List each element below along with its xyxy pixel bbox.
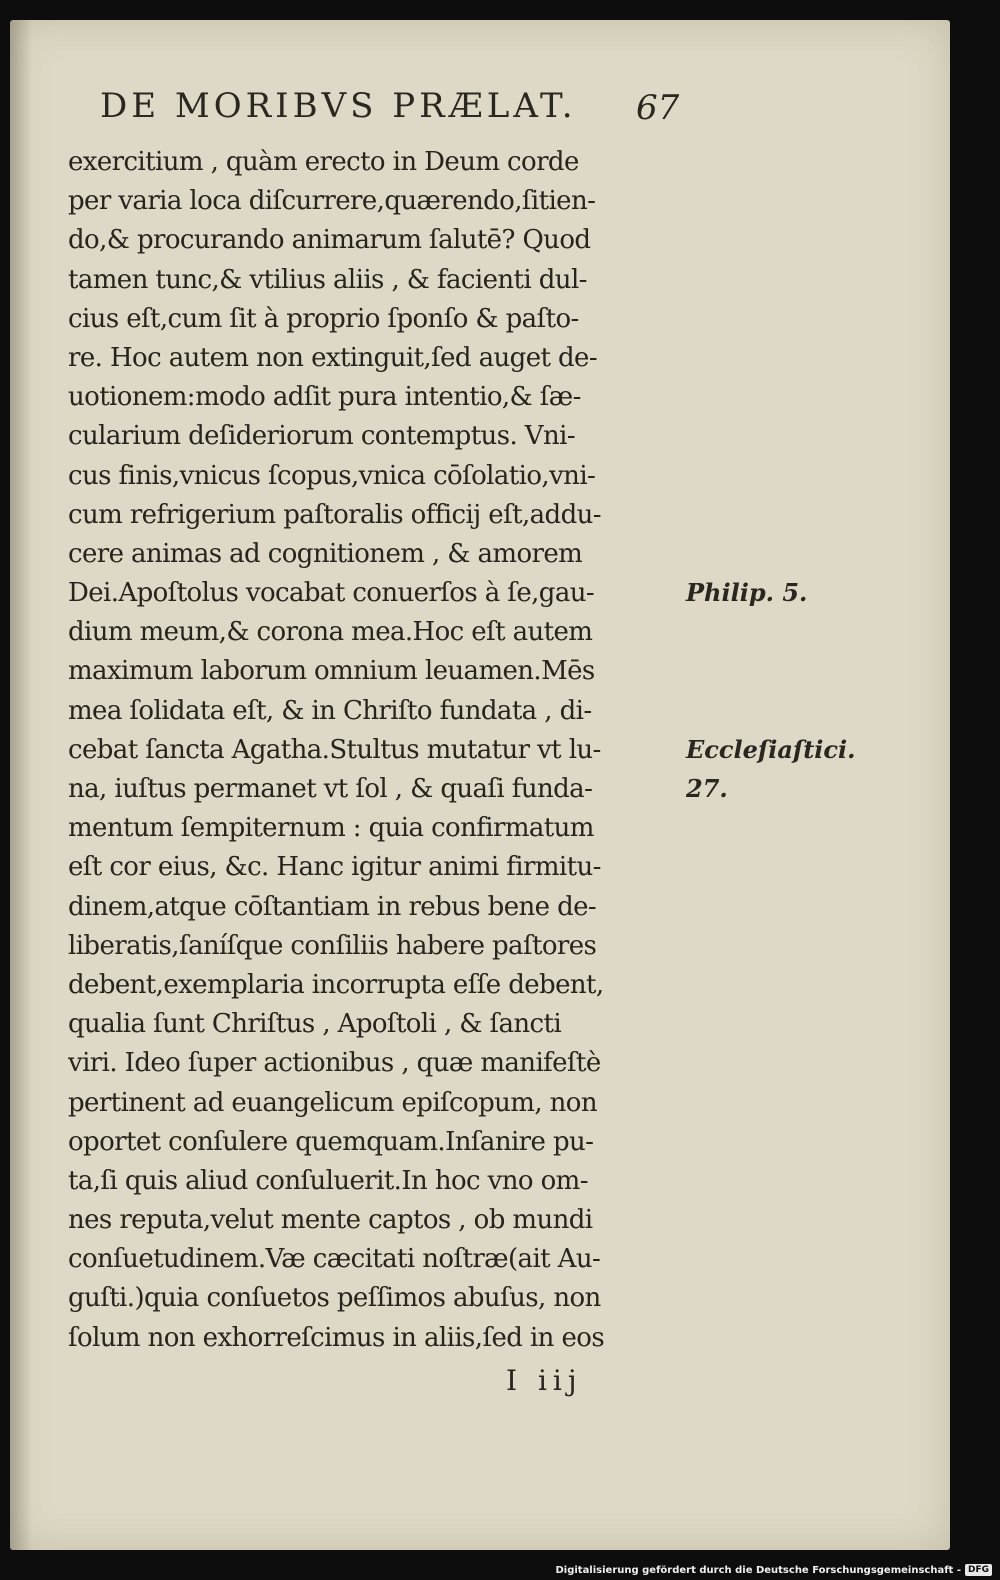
text-line: cularium deſideriorum contemptus. Vni- (68, 421, 576, 452)
digitization-footer (555, 1564, 992, 1576)
margin-note: Philip. 5. (686, 578, 808, 608)
margin-note: Eccleſiaſtici. (686, 735, 856, 764)
running-head: DE MORIBVS PRÆLAT. (100, 86, 577, 126)
text-line: qualia ſunt Chriſtus , Apoſtoli , & ſancti (68, 1009, 562, 1040)
dfg-logo: DFG (965, 1564, 992, 1576)
text-line: debent,exemplaria incorrupta eſſe debent, (68, 969, 604, 1000)
text-line: cebat ſancta Agatha.Stultus mutatur vt lu- (68, 734, 601, 765)
body-text (68, 143, 678, 1358)
text-line: cum refrigerium paſtoralis officij eſt,addu- (68, 499, 601, 530)
text-line: maximum laborum omnium leuamen.Mēs (68, 656, 595, 687)
text-line: nes reputa,velut mente captos , ob mundi (68, 1205, 593, 1236)
text-line: cius eſt,cum ſit à proprio ſponſo & paſto- (68, 303, 579, 334)
text-line: ſolum non exhorreſcimus in aliis,ſed in eos (68, 1322, 605, 1353)
text-line: ta,ſi quis aliud conſuluerit.In hoc vno om- (68, 1165, 588, 1196)
page-number: 67 (636, 88, 680, 128)
page-gutter-shadow (10, 20, 32, 1550)
text-line: viri. Ideo ſuper actionibus , quæ manifeſtè (68, 1048, 601, 1079)
text-line: exercitium , quàm erecto in Deum corde (68, 147, 579, 177)
text-line: re. Hoc autem non extinguit,ſed auget de- (68, 342, 598, 373)
text-line: Dei.Apoſtolus vocabat conuerſos à ſe,gau- (68, 578, 595, 609)
text-line: tamen tunc,& vtilius aliis , & facienti dul- (68, 264, 587, 295)
text-line: eſt cor eius, &c. Hanc igitur animi firmitu- (68, 852, 601, 883)
text-line: per varia loca diſcurrere,quærendo,ſitien- (68, 186, 596, 217)
text-line: cere animas ad cognitionem , & amorem (68, 538, 583, 569)
margin-note: 27. (686, 774, 728, 804)
text-line: dinem,atque cōſtantiam in rebus bene de- (68, 891, 597, 922)
text-line: cus finis,vnicus ſcopus,vnica cōſolatio,vni- (68, 460, 596, 491)
text-line: na, iuſtus permanet vt ſol , & quaſi funda- (68, 774, 593, 804)
text-line: mea ſolidata eſt, & in Chriſto fundata , di- (68, 695, 592, 726)
text-line: liberatis,ſaníſque conſiliis habere paſtores (68, 930, 597, 961)
text-line: mentum ſempiternum : quia confirmatum (68, 813, 594, 844)
text-line: do,& procurando animarum ſalutē? Quod (68, 225, 591, 256)
text-line: dium meum,& corona mea.Hoc eſt autem (68, 617, 593, 648)
footer-credit: Digitalisierung gefördert durch die Deutsche Forschungsgemeinschaft - (555, 1564, 961, 1576)
signature-mark: I iij (506, 1364, 583, 1397)
text-line: oportet conſulere quemquam.Inſanire pu- (68, 1126, 594, 1157)
text-line: uotionem:modo adſit pura intentio,& ſæ- (68, 382, 581, 413)
text-line: conſuetudinem.Væ cæcitati noſtræ(ait Au- (68, 1244, 601, 1275)
text-line: pertinent ad euangelicum epiſcopum, non (68, 1087, 597, 1118)
text-line: guſti.)quia conſuetos peſſimos abuſus, non (68, 1283, 601, 1314)
